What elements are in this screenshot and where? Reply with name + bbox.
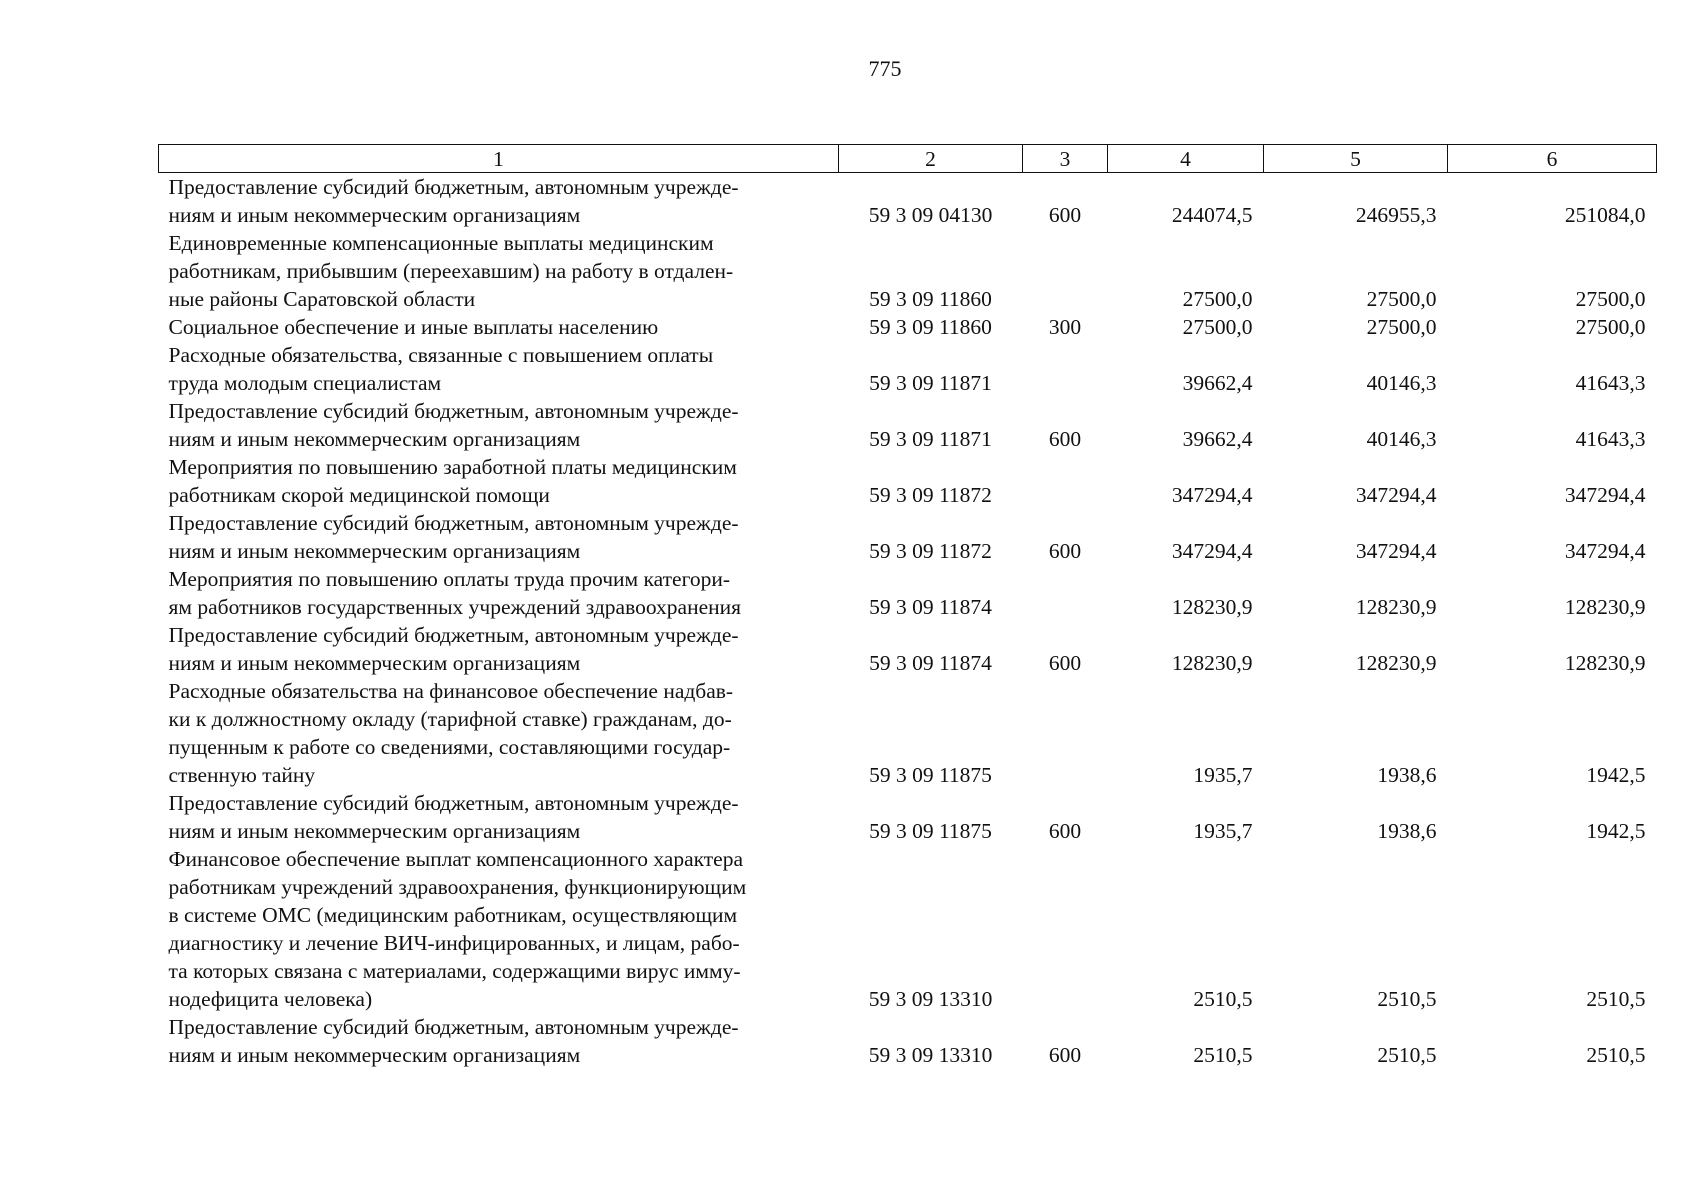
value-col-4: 27500,0 <box>1182 315 1253 339</box>
expense-type-code: 600 <box>1048 819 1082 843</box>
row-description <box>159 1013 839 1069</box>
description-line: ниям и иным некоммерческим организациям <box>168 819 581 843</box>
value-col-5: 347294,4 <box>1355 483 1437 507</box>
value-col-6: 128230,9 <box>1564 651 1646 675</box>
value-col-4: 128230,9 <box>1171 595 1253 619</box>
description-line: ям работников государственных учреждений здравоохранения <box>168 595 742 619</box>
target-article-code: 59 3 09 11874 <box>869 595 992 619</box>
value-col-4: 347294,4 <box>1171 483 1253 507</box>
target-article-code: 59 3 09 11872 <box>869 483 992 507</box>
description-line: Предоставление субсидий бюджетным, автономным учрежде- <box>168 791 739 815</box>
expense-type-code: 600 <box>1048 1043 1082 1067</box>
target-article-code: 59 3 09 13310 <box>868 1043 993 1067</box>
value-col-5: 27500,0 <box>1366 315 1437 339</box>
table-row <box>159 565 1657 621</box>
table-row <box>159 789 1657 845</box>
description-line: Мероприятия по повышению оплаты труда прочим категори- <box>168 567 731 591</box>
value-col-6: 2510,5 <box>1586 987 1646 1011</box>
row-description <box>159 453 839 509</box>
row-description <box>159 789 839 845</box>
value-col-6: 2510,5 <box>1586 1043 1646 1067</box>
row-description <box>159 565 839 621</box>
table-row <box>159 229 1657 313</box>
description-line: Социальное обеспечение и иные выплаты населению <box>168 315 659 339</box>
description-line: ниям и иным некоммерческим организациям <box>168 1043 581 1067</box>
expense-type-code: 600 <box>1048 651 1082 675</box>
value-col-6: 347294,4 <box>1564 539 1646 563</box>
description-line: Мероприятия по повышению заработной платы медицинским <box>168 455 737 479</box>
description-line: ниям и иным некоммерческим организациям <box>168 539 581 563</box>
value-col-4: 1935,7 <box>1193 763 1253 787</box>
table-body <box>159 173 1657 1070</box>
description-line: Предоставление субсидий бюджетным, автономным учрежде- <box>168 399 739 423</box>
target-article-code: 59 3 09 11872 <box>869 539 992 563</box>
description-line: нодефицита человека) <box>168 987 373 1011</box>
value-col-5: 347294,4 <box>1355 539 1437 563</box>
value-col-5: 40146,3 <box>1366 371 1437 395</box>
value-col-4: 2510,5 <box>1193 1043 1253 1067</box>
description-line: та которых связана с материалами, содержащими вирус имму- <box>168 959 741 983</box>
target-article-code: 59 3 09 13310 <box>868 987 993 1011</box>
expense-type-code <box>1023 341 1108 397</box>
value-col-6: 41643,3 <box>1575 427 1646 451</box>
value-col-6: 128230,9 <box>1564 595 1646 619</box>
description-line: труда молодым специалистам <box>168 371 442 395</box>
description-line: диагностику и лечение ВИЧ-инфицированных, и лицам, рабо- <box>168 931 740 955</box>
value-col-4: 27500,0 <box>1182 287 1253 311</box>
description-line: работникам, прибывшим (переехавшим) на работу в отдален- <box>168 259 734 283</box>
table-row <box>159 173 1657 230</box>
value-col-6: 1942,5 <box>1586 763 1646 787</box>
expense-type-code <box>1023 453 1108 509</box>
row-description <box>159 677 839 789</box>
row-description <box>159 341 839 397</box>
column-header-2: 2 <box>839 145 1023 173</box>
value-col-4: 39662,4 <box>1182 371 1253 395</box>
expense-type-code <box>1023 565 1108 621</box>
row-description <box>159 621 839 677</box>
expense-type-code: 600 <box>1048 427 1082 451</box>
description-line: Предоставление субсидий бюджетным, автономным учрежде- <box>168 1015 739 1039</box>
expense-type-code: 600 <box>1048 539 1082 563</box>
column-header-6: 6 <box>1448 145 1657 173</box>
value-col-4: 39662,4 <box>1182 427 1253 451</box>
table-row <box>159 677 1657 789</box>
value-col-4: 2510,5 <box>1193 987 1253 1011</box>
description-line: ниям и иным некоммерческим организациям <box>168 203 581 227</box>
value-col-5: 40146,3 <box>1366 427 1437 451</box>
value-col-4: 128230,9 <box>1171 651 1253 675</box>
description-line: Финансовое обеспечение выплат компенсационного характера <box>168 847 744 871</box>
value-col-5: 246955,3 <box>1355 203 1437 227</box>
description-line: ниям и иным некоммерческим организациям <box>168 651 581 675</box>
value-col-4: 347294,4 <box>1171 539 1253 563</box>
table-header <box>159 145 1657 173</box>
row-description <box>159 173 839 230</box>
expense-type-code: 600 <box>1048 203 1082 227</box>
target-article-code: 59 3 09 11860 <box>869 315 992 339</box>
column-header-3: 3 <box>1023 145 1108 173</box>
target-article-code: 59 3 09 11875 <box>869 763 992 787</box>
table-row <box>159 313 1657 341</box>
target-article-code: 59 3 09 11871 <box>869 371 992 395</box>
value-col-6: 27500,0 <box>1575 315 1646 339</box>
expense-type-code <box>1023 229 1108 313</box>
value-col-6: 1942,5 <box>1586 819 1646 843</box>
value-col-5: 1938,6 <box>1377 819 1437 843</box>
value-col-6: 347294,4 <box>1564 483 1646 507</box>
value-col-5: 27500,0 <box>1366 287 1437 311</box>
value-col-4: 1935,7 <box>1193 819 1253 843</box>
description-line: ственную тайну <box>168 763 316 787</box>
expense-type-code: 300 <box>1048 315 1082 339</box>
description-line: ки к должностному окладу (тарифной ставке) гражданам, до- <box>168 707 732 731</box>
column-header-1: 1 <box>159 145 839 173</box>
expense-type-code <box>1023 677 1108 789</box>
value-col-5: 128230,9 <box>1355 595 1437 619</box>
row-description <box>159 229 839 313</box>
column-header-5: 5 <box>1264 145 1448 173</box>
description-line: Единовременные компенсационные выплаты медицинским <box>168 231 714 255</box>
row-description <box>159 845 839 1013</box>
value-col-5: 1938,6 <box>1377 763 1437 787</box>
description-line: Предоставление субсидий бюджетным, автономным учрежде- <box>168 175 739 199</box>
target-article-code: 59 3 09 04130 <box>868 203 993 227</box>
value-col-6: 41643,3 <box>1575 371 1646 395</box>
target-article-code: 59 3 09 11874 <box>869 651 992 675</box>
value-col-5: 2510,5 <box>1377 1043 1437 1067</box>
table-row <box>159 341 1657 397</box>
page-number: 775 <box>868 56 902 81</box>
description-line: пущенным к работе со сведениями, составляющими государ- <box>168 735 731 759</box>
target-article-code: 59 3 09 11860 <box>869 287 992 311</box>
table-row <box>159 1013 1657 1069</box>
description-line: Расходные обязательства на финансовое обеспечение надбав- <box>168 679 734 703</box>
table-row <box>159 453 1657 509</box>
value-col-6: 27500,0 <box>1575 287 1646 311</box>
description-line: работникам учреждений здравоохранения, функционирующим <box>168 875 747 899</box>
value-col-4: 244074,5 <box>1171 203 1253 227</box>
row-description <box>159 509 839 565</box>
description-line: Предоставление субсидий бюджетным, автономным учрежде- <box>168 623 739 647</box>
header-row <box>159 145 1657 173</box>
value-col-6: 251084,0 <box>1564 203 1646 227</box>
row-description <box>159 313 839 341</box>
target-article-code: 59 3 09 11875 <box>869 819 992 843</box>
description-line: работникам скорой медицинской помощи <box>168 483 550 507</box>
value-col-5: 128230,9 <box>1355 651 1437 675</box>
row-description <box>159 397 839 453</box>
table-row <box>159 621 1657 677</box>
value-col-5: 2510,5 <box>1377 987 1437 1011</box>
target-article-code: 59 3 09 11871 <box>869 427 992 451</box>
description-line: Предоставление субсидий бюджетным, автономным учрежде- <box>168 511 739 535</box>
description-line: в системе ОМС (медицинским работникам, осуществляющим <box>168 903 738 927</box>
column-header-4: 4 <box>1108 145 1264 173</box>
expense-type-code <box>1023 845 1108 1013</box>
description-line: ниям и иным некоммерческим организациям <box>168 427 581 451</box>
table-row <box>159 397 1657 453</box>
description-line: ные районы Саратовской области <box>168 287 476 311</box>
table-row <box>159 845 1657 1013</box>
table-row <box>159 509 1657 565</box>
budget-table <box>158 144 1657 1069</box>
description-line: Расходные обязательства, связанные с повышением оплаты <box>168 343 714 367</box>
